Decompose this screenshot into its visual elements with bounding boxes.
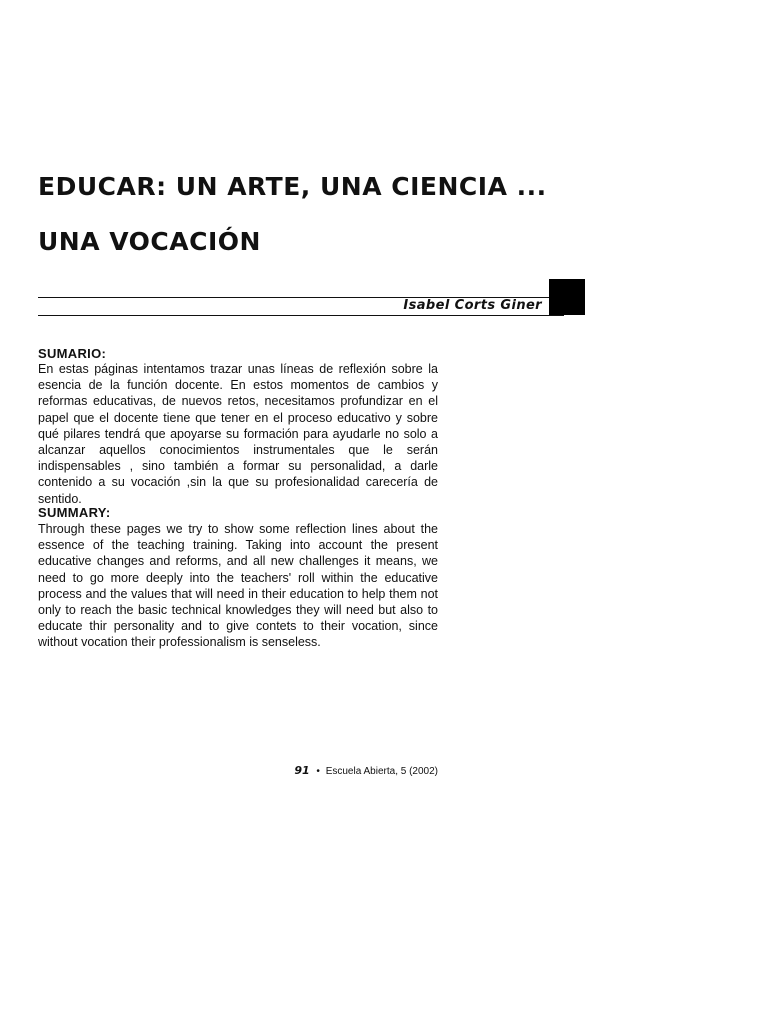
footer-bullet: • bbox=[316, 766, 320, 777]
author-rule-bottom bbox=[38, 315, 564, 316]
summary-heading: SUMMARY: bbox=[38, 505, 111, 520]
sumario-heading: SUMARIO: bbox=[38, 346, 107, 361]
decorative-black-square bbox=[549, 279, 585, 315]
summary-text: Through these pages we try to show some reflection lines about the essence of the teaching training. Taking into account the present educative changes and reforms, and all new challenges it means, we need to go more deeply into the teachers' roll within the educative process and the values that will need in their education to help them not only to reach the basic technical knowledges they will need but also to educate thir personality and to give contets to their vocation, since without vocation their professionalism is senseless. bbox=[38, 522, 438, 650]
title-line-1: EDUCAR: UN ARTE, UNA CIENCIA ... bbox=[38, 172, 547, 201]
journal-citation: Escuela Abierta, 5 (2002) bbox=[325, 766, 438, 777]
title-line-2: UNA VOCACIÓN bbox=[38, 227, 261, 256]
page-number: 91 bbox=[294, 764, 310, 777]
sumario-text: En estas páginas intentamos trazar unas líneas de reflexión sobre la esencia de la función docente. En estos momentos de cambios y reformas educativas, de nuevos retos, necesitamos profundizar en el papel que el docente tiene que tener en el proceso educativo y sobre qué pilares tendrá que apoyarse su formación para ayudarle no solo a alcanzar aquellos conocimientos instrumentales que le serán indispensables , sino también a formar su personalidad, a darle contenido a su vocación ,sin la que su profesionalidad carecería de sentido. bbox=[38, 362, 438, 506]
author-name: Isabel Corts Giner bbox=[403, 298, 542, 313]
page-footer bbox=[294, 764, 438, 777]
